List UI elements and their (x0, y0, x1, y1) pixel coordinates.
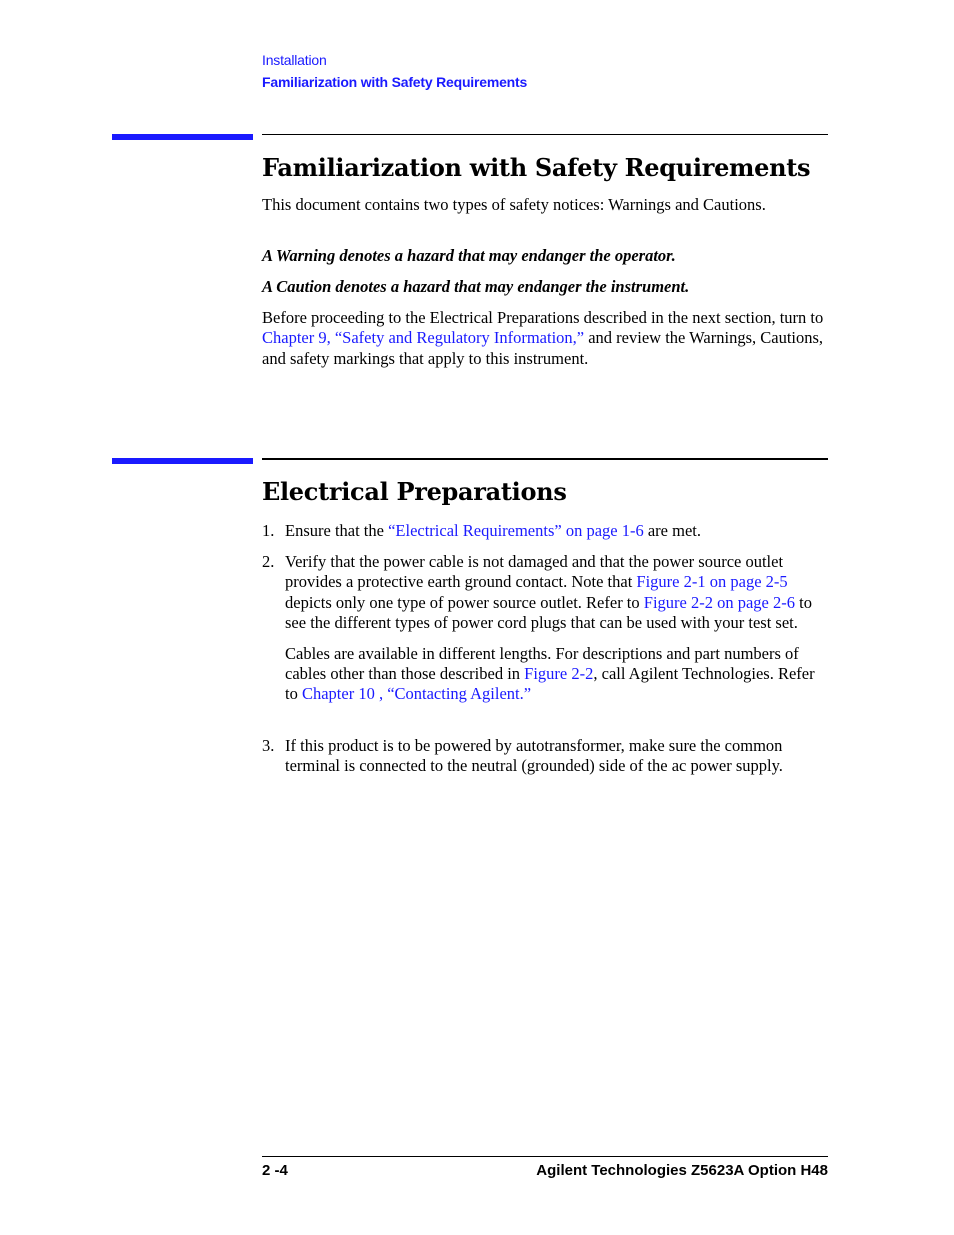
text-run: are met. (643, 521, 701, 540)
text-run: , call Agilent Technologies. Refer to (285, 664, 815, 704)
list-item (262, 521, 828, 541)
running-header-subsection: Familiarization with Safety Requirements (262, 74, 528, 90)
text-run: Cables are available in different lengths. For descriptions and part numbers of cables other than those described in (285, 643, 799, 684)
list-number: 3. (262, 736, 275, 755)
before-proceeding-paragraph (262, 308, 828, 369)
section-marker-bar (112, 458, 253, 464)
text-run: depicts only one type of power source outlet. Refer to (285, 592, 644, 612)
electrical-requirements-link[interactable]: “Electrical Requirements” on page 1-6 (388, 521, 644, 540)
text-run: Ensure that the (285, 521, 389, 540)
chapter9-link[interactable]: Chapter 9, “Safety and Regulatory Information,” (262, 328, 585, 348)
section-rule (262, 134, 828, 135)
section-title-safety: Familiarization with Safety Requirements (262, 153, 811, 182)
caution-definition: A Caution denotes a hazard that may endanger the instrument. (262, 277, 690, 296)
footer-rule (262, 1156, 828, 1157)
text-run: Verify that the power cable is not damaged and that the power source outlet provides a protective earth ground contact. Note that (285, 552, 784, 592)
text-run: Before proceeding to the Electrical Preparations described in the next section, turn to (262, 308, 824, 327)
figure-2-2-link[interactable]: Figure 2-2 on page 2-6 (643, 592, 795, 612)
intro-paragraph: This document contains two types of safety notices: Warnings and Cautions. (262, 195, 766, 214)
figure-2-1-link[interactable]: Figure 2-1 on page 2-5 (636, 572, 788, 592)
text-run: If this product is to be powered by autotransformer, make sure the common terminal is connected to the neutral (grounded) side of the ac power supply. (285, 736, 783, 776)
list-number: 2. (262, 552, 275, 571)
list-number: 1. (262, 521, 275, 540)
warning-definition: A Warning denotes a hazard that may endanger the operator. (262, 246, 676, 265)
page-number: 2 -4 (262, 1162, 288, 1179)
section-title-electrical: Electrical Preparations (262, 477, 567, 506)
text-run: and review the Warnings, Cautions, and safety markings that apply to this instrument. (262, 328, 824, 368)
list-item (262, 736, 828, 777)
text-run: to see the different types of power cord plugs that can be used with your test set. (285, 592, 812, 633)
figure-2-2-link[interactable]: Figure 2-2 (524, 664, 594, 684)
footer-product: Agilent Technologies Z5623A Option H48 (536, 1162, 828, 1179)
list-item (262, 552, 828, 705)
section-marker-bar (112, 134, 253, 140)
running-header-section: Installation (262, 52, 327, 68)
chapter10-link[interactable]: Chapter 10 , “Contacting Agilent.” (301, 684, 532, 704)
section-rule (262, 458, 828, 460)
